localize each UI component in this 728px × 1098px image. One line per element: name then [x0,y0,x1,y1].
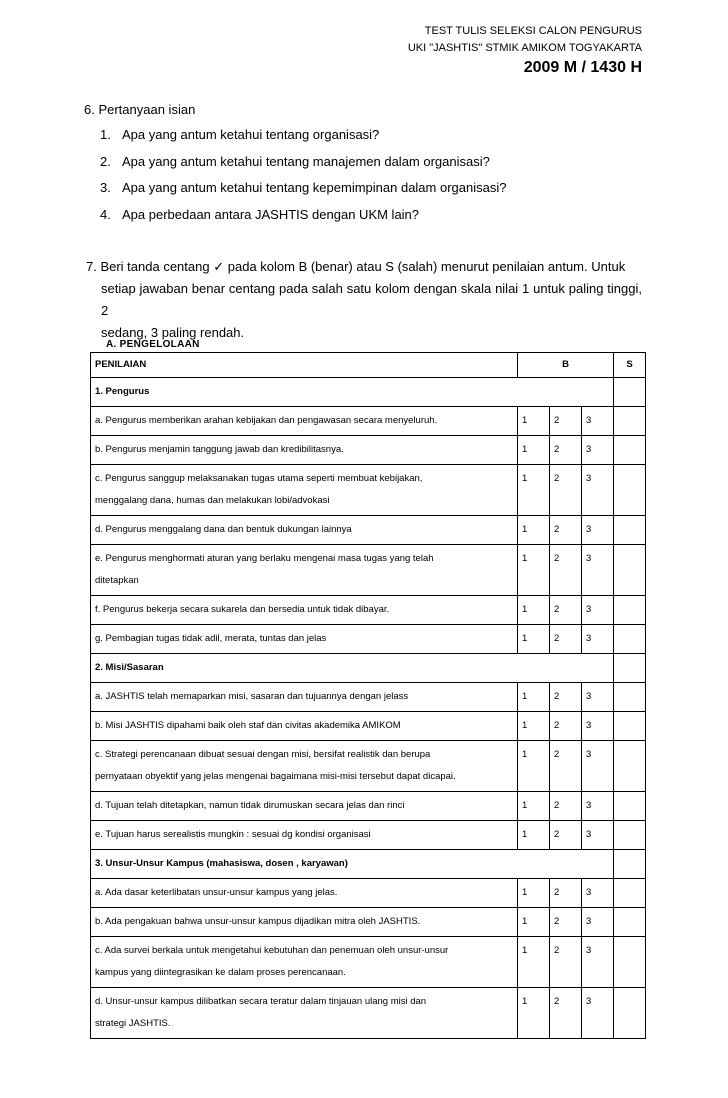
scale-2-cell[interactable]: 2 [550,908,582,937]
scale-3-cell[interactable]: 3 [582,436,614,465]
scale-1-cell[interactable]: 1 [518,407,550,436]
table-row [91,436,646,465]
column-header-penilaian: PENILAIAN [91,353,518,378]
scale-3-cell[interactable]: 3 [582,712,614,741]
s-checkbox-cell[interactable] [614,879,646,908]
subsection-a-title: A. PENGELOLAAN [106,339,200,350]
table-row [91,988,646,1039]
s-checkbox-cell[interactable] [614,516,646,545]
table-row [91,545,646,596]
scale-1-cell[interactable]: 1 [518,821,550,850]
scale-1-cell[interactable]: 1 [518,741,550,792]
scale-2-cell[interactable]: 2 [550,988,582,1039]
scale-2-cell[interactable]: 2 [550,407,582,436]
statement-text [91,741,518,792]
scale-3-cell[interactable]: 3 [582,683,614,712]
scale-2-cell[interactable]: 2 [550,683,582,712]
scale-1-cell[interactable]: 1 [518,683,550,712]
scale-2-cell[interactable]: 2 [550,937,582,988]
table-section-row [91,850,646,879]
question-item: 2. Apa yang antum ketahui tentang manajemen dalam organisasi? [100,153,490,169]
scale-2-cell[interactable]: 2 [550,712,582,741]
question-item: 3. Apa yang antum ketahui tentang kepemimpinan dalam organisasi? [100,180,507,195]
section-title: 2. Misi/Sasaran [91,654,614,683]
s-checkbox-cell[interactable] [614,908,646,937]
s-checkbox-cell[interactable] [614,407,646,436]
statement-text: a. Ada dasar keterlibatan unsur-unsur kampus yang jelas. [91,879,518,908]
scale-2-cell[interactable]: 2 [550,596,582,625]
s-checkbox-cell[interactable] [614,378,646,407]
scale-1-cell[interactable]: 1 [518,436,550,465]
scale-3-cell[interactable]: 3 [582,516,614,545]
table-row [91,516,646,545]
statement-line: kampus yang diintegrasikan ke dalam proses perencanaan. [95,967,346,978]
s-checkbox-cell[interactable] [614,821,646,850]
scale-1-cell[interactable]: 1 [518,988,550,1039]
statement-text: d. Pengurus menggalang dana dan bentuk dukungan lainnya [91,516,518,545]
scale-3-cell[interactable]: 3 [582,465,614,516]
table-row [91,625,646,654]
scale-3-cell[interactable]: 3 [582,407,614,436]
header-line-1: TEST TULIS SELEKSI CALON PENGURUS [424,25,642,37]
statement-line: menggalang dana, humas dan melakukan lobi/advokasi [95,495,330,506]
statement-text: b. Misi JASHTIS dipahami baik oleh staf dan civitas akademika AMIKOM [91,712,518,741]
statement-text: d. Tujuan telah ditetapkan, namun tidak dirumuskan secara jelas dan rinci [91,792,518,821]
header-year: 2009 M / 1430 H [523,59,642,76]
statement-line: e. Pengurus menghormati aturan yang berlaku mengenai masa tugas yang telah [95,553,434,564]
scale-2-cell[interactable]: 2 [550,516,582,545]
scale-2-cell[interactable]: 2 [550,879,582,908]
statement-text [91,465,518,516]
section-title: 3. Unsur-Unsur Kampus (mahasiswa, dosen , karyawan) [91,850,614,879]
question-list [100,126,506,232]
s-checkbox-cell[interactable] [614,683,646,712]
scale-2-cell[interactable]: 2 [550,741,582,792]
s-checkbox-cell[interactable] [614,712,646,741]
table-header-row [91,353,646,378]
table-row [91,937,646,988]
question-item: 4. Apa perbedaan antara JASHTIS dengan UKM lain? [100,206,420,222]
scale-1-cell[interactable]: 1 [518,596,550,625]
scale-2-cell[interactable]: 2 [550,465,582,516]
table-row [91,407,646,436]
scale-1-cell[interactable]: 1 [518,937,550,988]
statement-text: g. Pembagian tugas tidak adil, merata, tuntas dan jelas [91,625,518,654]
statement-text: f. Pengurus bekerja secara sukarela dan bersedia untuk tidak dibayar. [91,596,518,625]
statement-text: a. Pengurus memberikan arahan kebijakan dan pengawasan secara menyeluruh. [91,407,518,436]
table-row [91,683,646,712]
section-7-instructions: 7. Beri tanda centang ✓ pada kolom B (benar) atau S (salah) menurut penilaian antum. Untuk setiap jawaban benar centang pada salah satu kolom dengan skala nilai 1 untuk paling tinggi, 2 sedang, 3 paling rendah. [86,259,642,340]
scale-2-cell[interactable]: 2 [550,625,582,654]
statement-line: c. Ada survei berkala untuk mengetahui kebutuhan dan penemuan oleh unsur-unsur [95,945,449,956]
question-item: 1. Apa yang antum ketahui tentang organisasi? [100,127,380,142]
s-checkbox-cell[interactable] [614,988,646,1039]
scale-1-cell[interactable]: 1 [518,712,550,741]
s-checkbox-cell[interactable] [614,625,646,654]
column-header-s: S [614,353,646,378]
statement-text: b. Ada pengakuan bahwa unsur-unsur kampus dijadikan mitra oleh JASHTIS. [91,908,518,937]
scale-3-cell[interactable]: 3 [582,879,614,908]
scale-2-cell[interactable]: 2 [550,436,582,465]
scale-3-cell[interactable]: 3 [582,545,614,596]
table-row [91,741,646,792]
scale-3-cell[interactable]: 3 [582,792,614,821]
table-row [91,792,646,821]
s-checkbox-cell[interactable] [614,596,646,625]
statement-text [91,545,518,596]
table-row [91,465,646,516]
s-checkbox-cell[interactable] [614,741,646,792]
s-checkbox-cell[interactable] [614,792,646,821]
scale-3-cell[interactable]: 3 [582,937,614,988]
scale-1-cell[interactable]: 1 [518,908,550,937]
statement-text: b. Pengurus menjamin tanggung jawab dan kredibilitasnya. [91,436,518,465]
table-row [91,908,646,937]
checkmark-icon: ✓ [213,259,225,274]
section-6-title: 6. Pertanyaan isian [84,102,196,117]
scale-3-cell[interactable]: 3 [582,988,614,1039]
scale-3-cell[interactable]: 3 [582,625,614,654]
table-row [91,596,646,625]
scale-2-cell[interactable]: 2 [550,545,582,596]
statement-text: e. Tujuan harus serealistis mungkin : sesuai dg kondisi organisasi [91,821,518,850]
scale-3-cell[interactable]: 3 [582,908,614,937]
s-checkbox-cell[interactable] [614,850,646,879]
scale-1-cell[interactable]: 1 [518,465,550,516]
statement-line: strategi JASHTIS. [95,1018,171,1029]
statement-line: d. Unsur-unsur kampus dilibatkan secara teratur dalam tinjauan ulang misi dan [95,996,427,1007]
statement-line: ditetapkan [95,575,139,586]
statement-line: pernyataan obyektif yang jelas mengenai bagaimana misi-misi tersebut dapat dicapai. [95,771,456,782]
scale-1-cell[interactable]: 1 [518,792,550,821]
statement-line: c. Strategi perencanaan dibuat sesuai dengan misi, bersifat realistik dan berupa [95,749,431,760]
column-header-b: B [518,353,614,378]
scale-3-cell[interactable]: 3 [582,821,614,850]
scale-1-cell[interactable]: 1 [518,545,550,596]
s-checkbox-cell[interactable] [614,545,646,596]
statement-text: a. JASHTIS telah memaparkan misi, sasaran dan tujuannya dengan jelass [91,683,518,712]
section-title: 1. Pengurus [91,378,614,407]
s-checkbox-cell[interactable] [614,654,646,683]
s-checkbox-cell[interactable] [614,436,646,465]
scale-1-cell[interactable]: 1 [518,879,550,908]
s-checkbox-cell[interactable] [614,465,646,516]
header-line-2: UKI "JASHTIS" STMIK AMIKOM TOGYAKARTA [407,42,642,54]
statement-text [91,937,518,988]
s-checkbox-cell[interactable] [614,937,646,988]
evaluation-table [90,352,646,1039]
scale-3-cell[interactable]: 3 [582,741,614,792]
scale-2-cell[interactable]: 2 [550,821,582,850]
table-row [91,879,646,908]
table-section-row [91,378,646,407]
scale-3-cell[interactable]: 3 [582,596,614,625]
statement-line: c. Pengurus sanggup melaksanakan tugas utama seperti membuat kebijakan, [95,473,423,484]
table-row [91,821,646,850]
table-row [91,712,646,741]
scale-1-cell[interactable]: 1 [518,516,550,545]
scale-1-cell[interactable]: 1 [518,625,550,654]
table-section-row [91,654,646,683]
statement-text [91,988,518,1039]
scale-2-cell[interactable]: 2 [550,792,582,821]
